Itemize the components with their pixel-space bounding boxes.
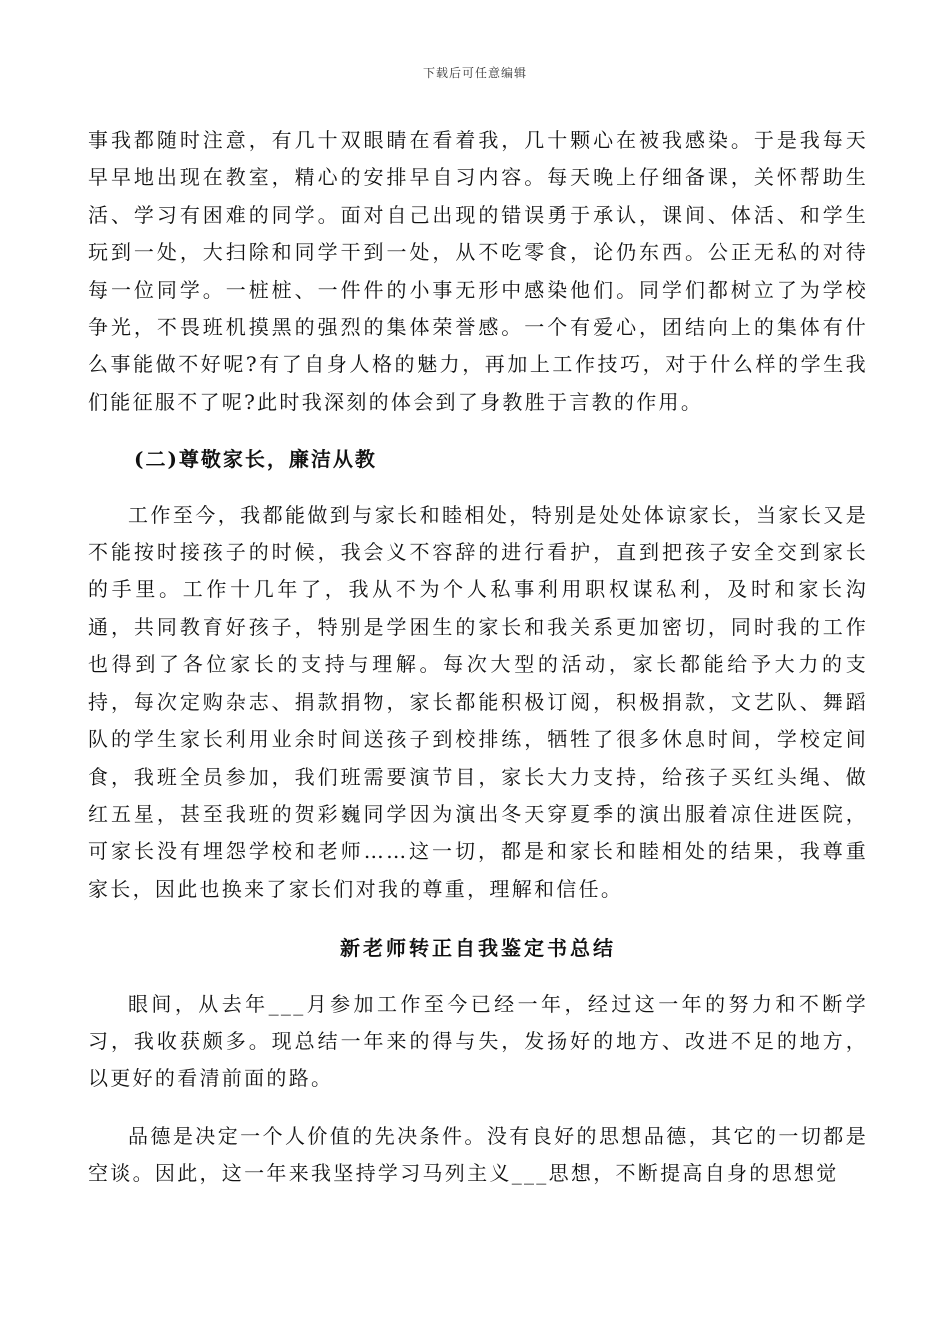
section-heading: (二)尊敬家长，廉洁从教 [134,447,377,472]
header-note: 下载后可任意编辑 [422,66,527,80]
paragraph-parents: 工作至今，我都能做到与家长和睦相处，特别是处处体谅家长，当家长又是不能按时接孩子的时候，我会义不容辞的进行看护，直到把孩子安全交到家长的手里。工作十几年了，我从不为个人私事利用职权谋私利，及时和家长沟通，共同教育好孩子，特别是学困生的家长和我关系更加密切，同时我的工作也得到了各位家长的支持与理解。每次大型的活动，家长都能给予大力的支持，每次定购杂志、捐款捐物，家长都能积极订阅，积极捐款，文艺队、舞蹈队的学生家长利用业余时间送孩子到校排练，牺牲了很多休息时间，学校定间食，我班全员参加，我们班需要演节目，家长大力支持，给孩子买红头绳、做红五星，甚至我班的贺彩巍同学因为演出冬天穿夏季的演出服着凉住进医院，可家长没有埋怨学校和老师……这一切，都是和家长和睦相处的结果，我尊重家长，因此也换来了家长们对我的尊重，理解和信任。 [88,502,868,901]
document-body [88,122,868,1193]
paragraph-intro: 眼间，从去年___月参加工作至今已经一年，经过这一年的努力和不断学习，我收获颇多。现总结一年来的得与失，发扬好的地方、改进不足的地方，以更好的看清前面的路。 [88,991,868,1091]
paragraph-morality: 品德是决定一个人价值的先决条件。没有良好的思想品德，其它的一切都是空谈。因此，这一年来我坚持学习马列主义___思想，不断提高自身的思想觉 [88,1123,868,1186]
paragraph-continuation: 事我都随时注意，有几十双眼睛在看着我，几十颗心在被我感染。于是我每天早早地出现在教室，精心的安排早自习内容。每天晚上仔细备课，关怀帮助生活、学习有困难的同学。面对自己出现的错误勇于承认，课间、体活、和学生玩到一处，大扫除和同学干到一处，从不吃零食，论仍东西。公正无私的对待每一位同学。一桩桩、一件件的小事无形中感染他们。同学们都树立了为学校争光，不畏班机摸黑的强烈的集体荣誉感。一个有爱心，团结向上的集体有什么事能做不好呢?有了自身人格的魅力，再加上工作技巧，对于什么样的学生我们能征服不了呢?此时我深刻的体会到了身教胜于言教的作用。 [88,128,868,414]
document-title: 新老师转正自我鉴定书总结 [340,936,616,961]
